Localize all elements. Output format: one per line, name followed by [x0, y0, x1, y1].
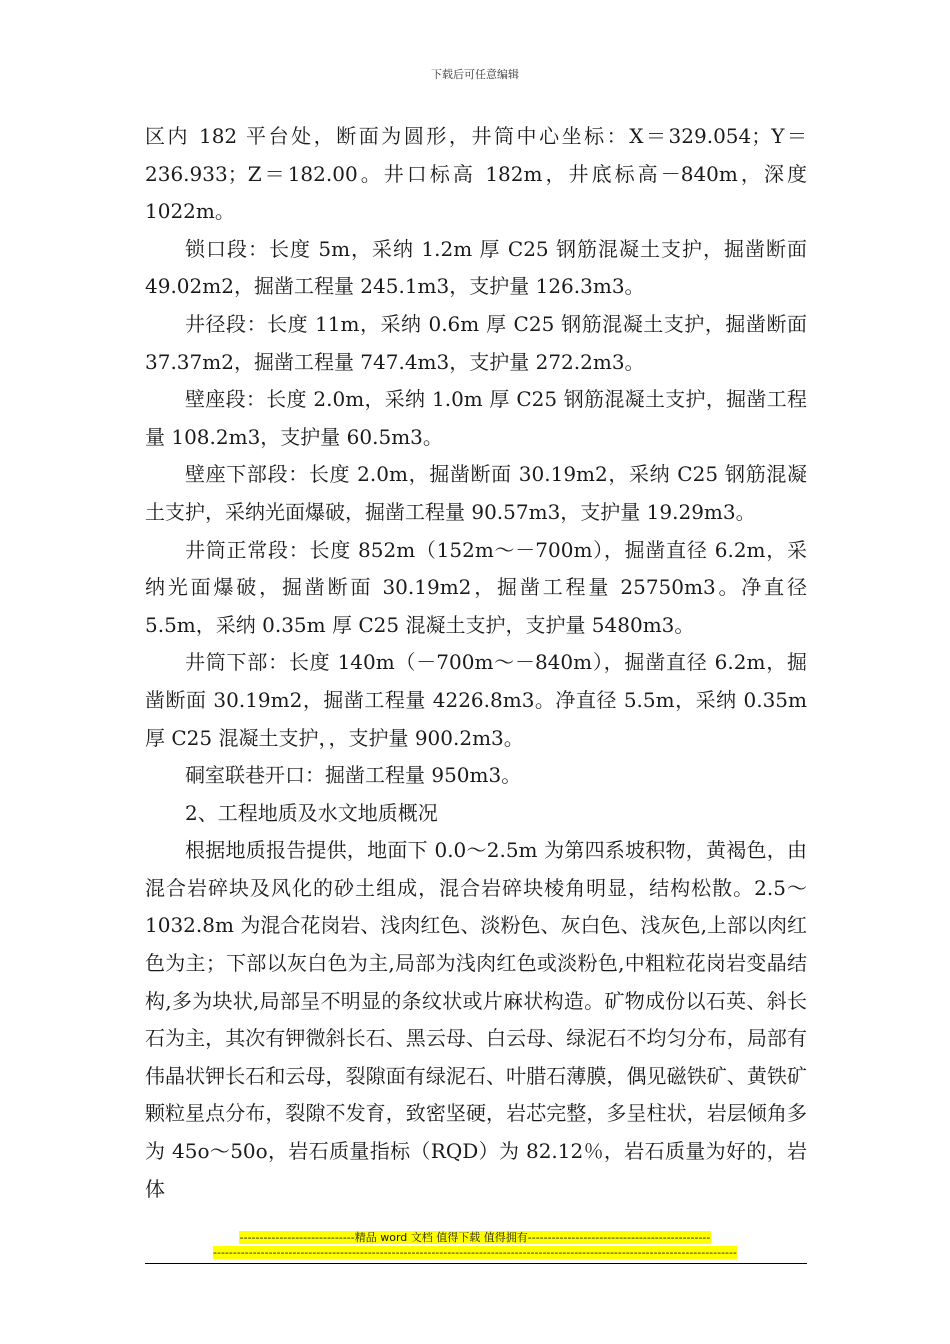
footer-dash-text: ------------------------------------------------------------------------------------------------------------------------------------: [213, 1246, 737, 1259]
footer-rule: [145, 1263, 807, 1264]
paragraph: 壁座下部段：长度 2.0m，掘凿断面 30.19m2，采纳 C25 钢筋混凝土支护，采纳光面爆破，掘凿工程量 90.57m3，支护量 19.29m3。: [145, 462, 807, 524]
footer-banner-text: -----------------------------精品 word 文档 值得下载 值得拥有----------------------------------------------: [239, 1231, 711, 1244]
paragraph: 锁口段：长度 5m，采纳 1.2m 厚 C25 钢筋混凝土支护，掘凿断面 49.02m2，掘凿工程量 245.1m3，支护量 126.3m3。: [145, 236, 807, 299]
footer-banner: [0, 1231, 950, 1245]
paragraph: 井筒下部：长度 140m（－700m～－840m），掘凿直径 6.2m，掘凿断面 30.19m2，掘凿工程量 4226.8m3。净直径 5.5m，采纳 0.35m 厚 C25 混凝土支护，，支护量 900.2m3。: [145, 650, 807, 750]
paragraph: 根据地质报告提供，地面下 0.0～2.5m 为第四系坡积物，黄褐色，由混合岩碎块及风化的砂土组成，混合岩碎块棱角明显，结构松散。2.5～1032.8m 为混合花岗岩、浅肉红色、淡粉色、灰白色、浅灰色,上部以肉红色为主；下部以灰白色为主,局部为浅肉红色或淡粉色,中粗粒花岗岩变晶结构,多为块状,局部呈不明显的条纹状或片麻状构造。矿物成份以石英、斜长石为主，其次有钾微斜长石、黑云母、白云母、绿泥石不均匀分布，局部有伟晶状钾长石和云母，裂隙面有绿泥石、叶腊石薄膜，偶见磁铁矿、黄铁矿颗粒星点分布，裂隙不发育，致密坚硬，岩芯完整，多呈柱状，岩层倾角多为 45o～50o，岩石质量指标（RQD）为 82.12％，岩石质量为好的，岩体: [145, 838, 807, 1201]
page-header: 下载后可任意编辑: [431, 68, 519, 81]
document-body: [145, 118, 807, 1208]
section-heading: 2、工程地质及水文地质概况: [185, 800, 438, 825]
paragraph: 井筒正常段：长度 852m（152m～－700m），掘凿直径 6.2m，采纳光面爆破，掘凿断面 30.19m2，掘凿工程量 25750m3。净直径 5.5m，采纳 0.35m 厚 C25 混凝土支护，支护量 5480m3。: [145, 537, 807, 637]
paragraph: 壁座段：长度 2.0m，采纳 1.0m 厚 C25 钢筋混凝土支护，掘凿工程量 108.2m3，支护量 60.5m3。: [145, 387, 807, 449]
footer-dash-line: [0, 1246, 950, 1260]
paragraph: 区内 182 平台处，断面为圆形，井筒中心坐标：X＝329.054；Y＝236.933；Z＝182.00。井口标高 182m，井底标高－840m，深度 1022m。: [145, 124, 807, 224]
paragraph: 硐室联巷开口：掘凿工程量 950m3。: [185, 763, 522, 788]
paragraph: 井径段：长度 11m，采纳 0.6m 厚 C25 钢筋混凝土支护，掘凿断面 37.37m2，掘凿工程量 747.4m3，支护量 272.2m3。: [145, 311, 807, 374]
